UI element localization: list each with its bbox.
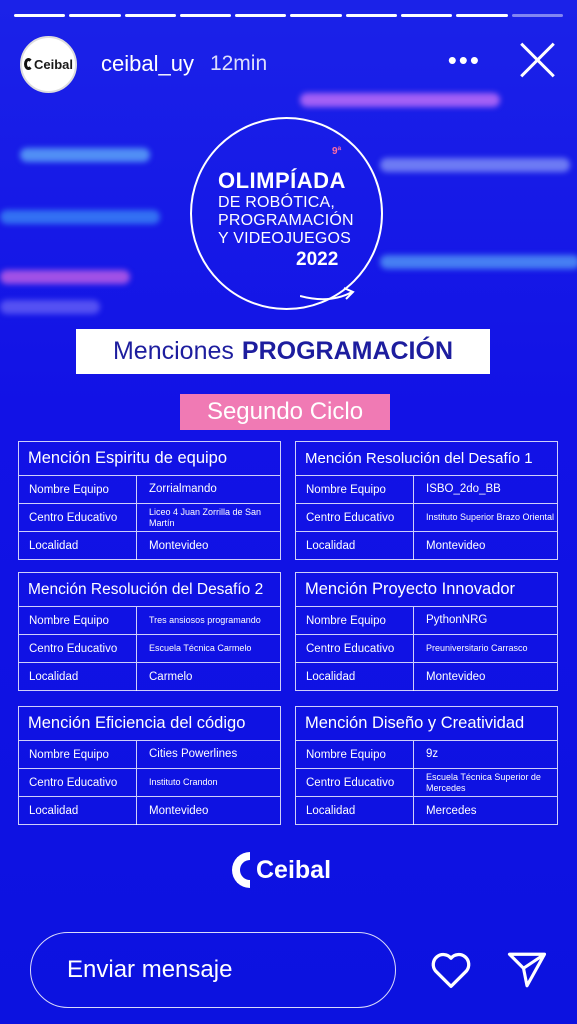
locality-value: Montevideo: [426, 670, 486, 683]
mention-card: [295, 706, 558, 825]
table-row: [296, 532, 557, 560]
locality-value: Montevideo: [426, 539, 486, 552]
progress-segment: [235, 14, 286, 17]
mention-title: Mención Resolución del Desafío 2: [19, 573, 280, 607]
locality-label: Localidad: [296, 532, 414, 560]
team-label: Nombre Equipo: [296, 741, 414, 768]
team-label: Nombre Equipo: [296, 476, 414, 503]
progress-segment: [290, 14, 341, 17]
table-row: [19, 635, 280, 663]
school-value: Liceo 4 Juan Zorrilla de San Martín: [149, 506, 262, 528]
menciones-category: PROGRAMACIÓN: [241, 337, 453, 365]
table-row: [296, 663, 557, 691]
mention-title: Mención Diseño y Creatividad: [296, 707, 557, 741]
table-row: [19, 476, 280, 504]
subtitle-line: PROGRAMACIÓN: [218, 212, 354, 229]
send-icon[interactable]: [506, 950, 548, 990]
table-row: [19, 769, 280, 797]
school-value: Preuniversitario Carrasco: [426, 643, 528, 653]
table-row: [296, 476, 557, 504]
locality-value: Mercedes: [426, 804, 477, 817]
table-row: [296, 607, 557, 635]
team-value: Tres ansiosos programando: [149, 615, 261, 625]
table-row: [296, 797, 557, 825]
school-value: Instituto Superior Brazo Oriental: [426, 512, 555, 522]
post-time: 12min: [209, 52, 268, 75]
table-row: [19, 607, 280, 635]
subtitle-line: Y VIDEOJUEGOS: [218, 230, 352, 247]
progress-segment: [180, 14, 231, 17]
team-label: Nombre Equipo: [19, 607, 137, 634]
progress-segment: [512, 14, 563, 17]
table-row: [19, 532, 280, 560]
mention-card: [18, 572, 281, 691]
locality-label: Localidad: [296, 797, 414, 825]
team-label: Nombre Equipo: [19, 476, 137, 503]
mention-card: [295, 441, 558, 560]
progress-segment: [346, 14, 397, 17]
mention-title: Mención Resolución del Desafío 1: [296, 442, 557, 476]
locality-label: Localidad: [19, 663, 137, 691]
team-value: Cities Powerlines: [149, 748, 238, 760]
team-label: Nombre Equipo: [296, 607, 414, 634]
school-value: Instituto Crandon: [149, 777, 218, 787]
story-header: [20, 36, 557, 92]
table-row: [19, 741, 280, 769]
arrow-icon: [300, 282, 360, 306]
mention-card: [18, 706, 281, 825]
olimpiada-subtitle: [218, 194, 354, 248]
subtitle-line: DE ROBÓTICA,: [218, 194, 336, 211]
ceibal-logo-icon: [232, 852, 250, 888]
message-placeholder: Enviar mensaje: [67, 956, 233, 983]
mention-title: Mención Proyecto Innovador: [296, 573, 557, 607]
username[interactable]: ceibal_uy: [101, 51, 194, 76]
table-row: [19, 504, 280, 532]
avatar[interactable]: [20, 36, 77, 93]
school-label: Centro Educativo: [296, 769, 414, 796]
progress-segment: [14, 14, 65, 17]
mention-card: [18, 441, 281, 560]
table-row: [296, 504, 557, 532]
team-value: Zorrialmando: [149, 483, 217, 495]
table-row: [19, 663, 280, 691]
progress-segment: [401, 14, 452, 17]
team-value: PythonNRG: [426, 614, 488, 626]
year: 2022: [296, 249, 339, 270]
team-label: Nombre Equipo: [19, 741, 137, 768]
edition-label: 9ª: [332, 146, 342, 157]
progress-segment: [69, 14, 120, 17]
menciones-prefix: Menciones: [112, 337, 234, 365]
table-row: [296, 635, 557, 663]
ciclo-badge: Segundo Ciclo: [180, 394, 390, 430]
table-row: [296, 769, 557, 797]
close-icon[interactable]: [519, 41, 557, 79]
story-progress: [14, 14, 563, 17]
ceibal-logo-text: Ceibal: [256, 855, 332, 884]
locality-label: Localidad: [19, 797, 137, 825]
mention-title: Mención Espiritu de equipo: [19, 442, 280, 476]
mention-card: [295, 572, 558, 691]
locality-value: Montevideo: [149, 539, 209, 552]
olimpiada-title: OLIMPÍADA: [218, 168, 346, 193]
menciones-banner: [76, 329, 490, 374]
team-value: ISBO_2do_BB: [426, 483, 501, 495]
school-label: Centro Educativo: [19, 769, 137, 796]
progress-segment: [125, 14, 176, 17]
send-message-input[interactable]: [30, 932, 396, 1008]
school-value: Escuela Técnica Carmelo: [149, 643, 252, 653]
heart-icon[interactable]: [428, 950, 474, 990]
school-label: Centro Educativo: [296, 635, 414, 662]
locality-value: Montevideo: [149, 804, 209, 817]
locality-label: Localidad: [19, 532, 137, 560]
progress-segment: [456, 14, 507, 17]
ceibal-footer-logo: [232, 852, 331, 888]
team-value: 9z: [426, 748, 439, 760]
school-label: Centro Educativo: [296, 504, 414, 531]
avatar-text: Ceibal: [33, 56, 73, 72]
table-row: [296, 741, 557, 769]
school-label: Centro Educativo: [19, 635, 137, 662]
mention-title: Mención Eficiencia del código: [19, 707, 280, 741]
locality-label: Localidad: [296, 663, 414, 691]
locality-value: Carmelo: [149, 670, 193, 683]
table-row: [19, 797, 280, 825]
ceibal-logo-icon: [24, 58, 33, 70]
school-label: Centro Educativo: [19, 504, 137, 531]
school-value: Escuela Técnica Superior de Mercedes: [426, 771, 541, 793]
more-options-icon[interactable]: •••: [447, 45, 481, 75]
